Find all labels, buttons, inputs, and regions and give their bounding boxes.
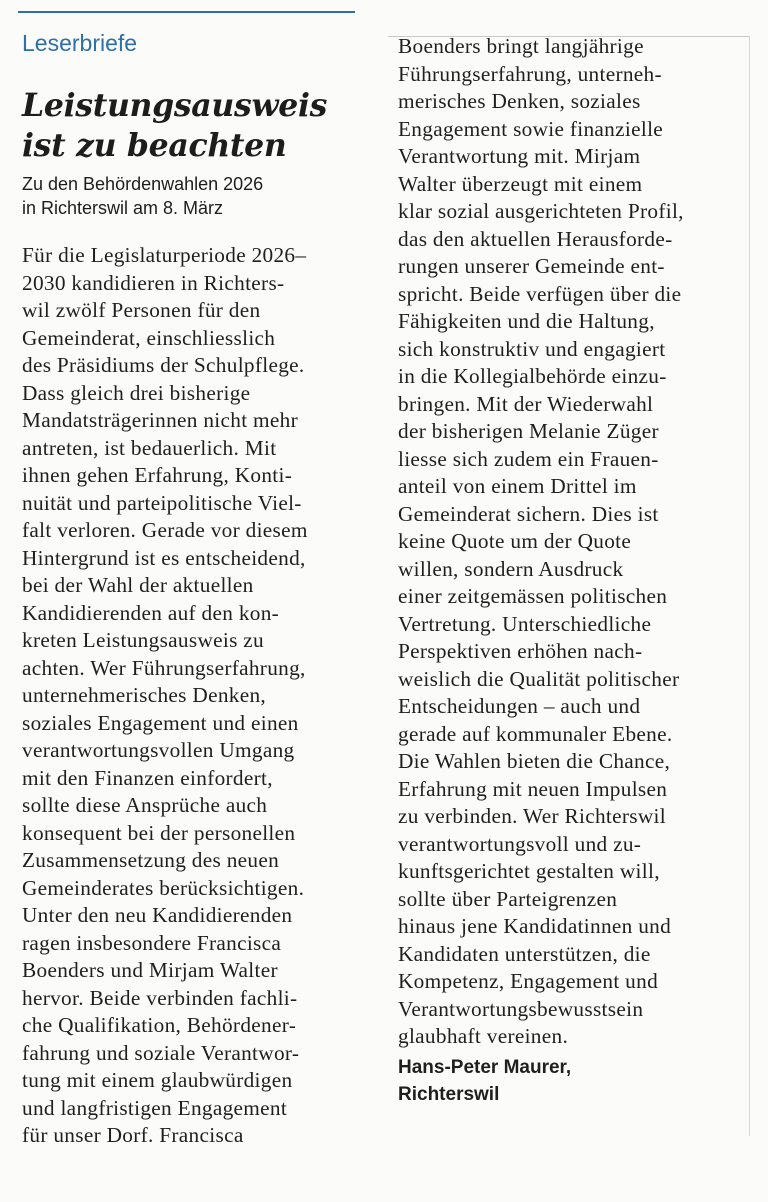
body-line: Kandidierenden auf den kon- [22,600,280,625]
body-line: Walter überzeugt mit einem [398,171,643,196]
body-line: Hintergrund ist es entscheidend, [22,545,306,570]
body-line: für unser Dorf. Francisca [22,1123,244,1147]
body-line: Gemeinderat, einschliesslich [22,325,276,350]
subtitle-line: in Richterswil am 8. März [22,198,224,218]
body-line: Engagement sowie finanzielle [398,116,664,141]
body-line: kunftsgerichtet gestalten will, [398,859,660,883]
body-line: Für die Legislaturperiode 2026– [22,243,307,267]
body-line: des Präsidiums der Schulpflege. [22,353,305,377]
body-line: kreten Leistungsausweis zu [22,628,265,652]
body-text-left [22,242,372,1150]
body-line: soziales Engagement und einen [22,710,299,735]
section-label: Leserbriefe [22,30,138,56]
right-column [398,33,750,1108]
body-line: Zusammensetzung des neuen [22,848,280,872]
section-rule [18,11,355,13]
body-line: Kandidaten unterstützen, die [398,941,651,966]
body-line: anteil von einem Drittel im [398,474,637,498]
body-line: antreten, ist bedauerlich. Mit [22,435,277,460]
body-line: das den aktuellen Herausforde- [398,226,673,251]
body-line: Boenders bringt langjährige [398,34,644,58]
body-line: bei der Wahl der aktuellen [22,573,254,597]
body-line: achten. Wer Führungserfahrung, [22,655,306,680]
body-line: Erfahrung mit neuen Impulsen [398,776,668,801]
subtitle-line: Zu den Behördenwahlen 2026 [22,174,264,194]
signature-line: Hans-Peter Maurer, [398,1056,572,1078]
author-signature [398,1054,750,1108]
body-line: glaubhaft vereinen. [398,1024,569,1048]
body-line: Boenders und Mirjam Walter [22,958,278,982]
body-line: bringen. Mit der Wiederwahl [398,391,654,416]
body-line: Fähigkeiten und die Haltung, [398,309,655,333]
body-line: fahrung und soziale Verantwor- [22,1040,300,1065]
body-line: einer zeitgemässen politischen [398,584,668,608]
body-line: verantwortungsvollen Umgang [22,738,295,762]
body-line: Vertretung. Unterschiedliche [398,611,652,636]
body-text-right [398,33,750,1051]
body-line: Gemeinderates berücksichtigen. [22,875,305,900]
signature-line: Richterswil [398,1083,500,1105]
body-line: Perspektiven erhöhen nach- [398,639,643,663]
body-line: liesse sich zudem ein Frauen- [398,446,659,471]
body-line: sich konstruktiv und engagiert [398,336,666,361]
body-line: wil zwölf Personen für den [22,298,261,322]
body-line: und langfristigen Engagement [22,1095,288,1120]
body-line: ihnen gehen Erfahrung, Konti- [22,463,293,487]
headline-line: ist zu beachten [22,127,287,164]
headline [22,86,372,166]
body-line: Kompetenz, Engagement und [398,969,659,993]
body-line: Verantwortung mit. Mirjam [398,144,641,168]
body-line: gerade auf kommunaler Ebene. [398,721,673,746]
body-line: keine Quote um der Quote [398,529,632,553]
body-line: Führungserfahrung, unterneh- [398,61,662,86]
body-line: in die Kollegialbehörde einzu- [398,364,667,388]
body-line: willen, sondern Ausdruck [398,556,624,581]
body-line: Die Wahlen bieten die Chance, [398,749,671,773]
body-line: Gemeinderat sichern. Dies ist [398,501,659,526]
body-line: mit den Finanzen einfordert, [22,765,273,790]
body-line: rungen unserer Gemeinde ent- [398,254,665,278]
body-line: weislich die Qualität politischer [398,666,680,691]
body-line: Unter den neu Kandidierenden [22,903,293,927]
body-line: unternehmerisches Denken, [22,683,267,707]
headline-line: Leistungsausweis [22,87,328,124]
body-line: sollte diese Ansprüche auch [22,793,268,817]
body-line: Entscheidungen – auch und [398,694,641,718]
body-line: 2030 kandidieren in Richters- [22,270,285,295]
body-line: konsequent bei der personellen [22,820,296,845]
left-column [22,24,372,1150]
body-line: falt verloren. Gerade vor diesem [22,518,308,542]
body-line: verantwortungsvoll und zu- [398,831,642,856]
body-line: Mandatsträgerinnen nicht mehr [22,408,299,432]
body-line: ragen insbesondere Francisca [22,930,282,955]
body-line: Dass gleich drei bisherige [22,380,251,405]
body-line: spricht. Beide verfügen über die [398,281,682,306]
body-line: tung mit einem glaubwürdigen [22,1068,293,1092]
body-line: nuität und parteipolitische Viel- [22,490,302,515]
body-line: sollte über Parteigrenzen [398,886,618,911]
body-line: der bisherigen Melanie Züger [398,419,659,443]
body-line: zu verbinden. Wer Richterswil [398,804,666,828]
body-line: merisches Denken, soziales [398,89,641,113]
body-line: hinaus jene Kandidatinnen und [398,914,672,938]
body-line: che Qualifikation, Behördener- [22,1013,297,1037]
body-line: hervor. Beide verbinden fachli- [22,985,298,1010]
body-line: klar sozial ausgerichteten Profil, [398,199,684,223]
subtitle [22,172,372,220]
body-line: Verantwortungsbewusstsein [398,996,644,1021]
